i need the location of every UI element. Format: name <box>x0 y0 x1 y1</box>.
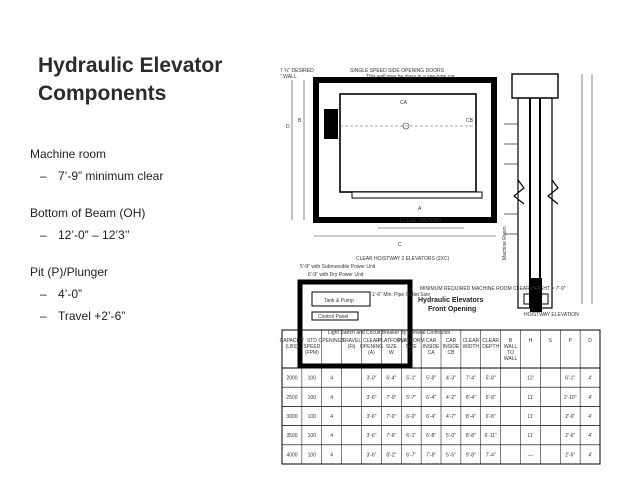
table-header-cell: P <box>568 338 572 344</box>
table-header-cell: CB <box>447 350 455 356</box>
elevator-drawing <box>268 64 603 467</box>
break-mark <box>514 180 524 204</box>
table-cell: 2'-6" <box>565 433 576 440</box>
table-header-cell: H <box>528 338 533 344</box>
car-outline <box>340 94 476 192</box>
table-header-cell: OPENING <box>359 344 383 350</box>
sub-bullet <box>30 308 260 324</box>
dim-ca: CA <box>400 100 407 106</box>
table-cell: 2500 <box>286 394 298 401</box>
table-cell: 6'-0" <box>406 414 417 420</box>
table-cell: 6'-4" <box>426 394 437 401</box>
table-cell: 4 <box>330 433 334 440</box>
drawing-svg <box>268 64 603 467</box>
dash-icon: – <box>40 287 47 301</box>
sub-bullet <box>30 227 260 243</box>
doors-label: SINGLE SPEED SIDE OPENING DOORS <box>350 68 444 74</box>
table-cell: 7'-6" <box>386 433 397 440</box>
bullet-group-beam <box>30 205 260 243</box>
table-cell: 5'-8" <box>485 375 496 382</box>
machine-room-side-label: Machine Room <box>502 226 508 260</box>
table-header-cell: W <box>388 350 394 356</box>
table-header-cell: TO <box>507 350 514 356</box>
table-header-cell: PLATFORM <box>377 338 405 344</box>
table-cell: 4000 <box>286 452 298 459</box>
table-header-cell: D <box>588 338 592 344</box>
table-cell: 7'-4" <box>485 452 496 459</box>
table-cell: 4' <box>588 375 592 382</box>
slide-title <box>38 52 268 108</box>
table-cell: 4'-2" <box>445 394 456 401</box>
table-cell: 4'-7" <box>445 414 456 420</box>
table-cell: 4 <box>330 414 334 420</box>
table-header-cell: PLATFORM <box>397 338 425 344</box>
table-header-cell: B <box>508 338 513 344</box>
table-cell: 6'-4" <box>426 414 437 420</box>
table-cell: 3'-6" <box>366 452 377 459</box>
table-header-cell: (LBS) <box>285 344 299 350</box>
title-line-1: Hydraulic Elevator <box>38 54 223 77</box>
table-header-cell: WIDTH <box>462 344 480 350</box>
table-cell: 3'-6" <box>366 394 377 401</box>
front-opening-title-2: Front Opening <box>428 306 477 313</box>
sub-bullet <box>30 286 260 302</box>
table-header-cell: DEPTH <box>482 344 500 350</box>
table-cell: 4' <box>588 433 592 440</box>
table-cell: 6'-1" <box>565 375 576 382</box>
dash-icon: – <box>40 309 47 323</box>
table-header-cell: CAR <box>425 338 437 344</box>
table-header-cell: CLEAR <box>462 338 480 344</box>
table-header-cell: D <box>409 350 413 356</box>
table-cell: 11' <box>527 433 534 440</box>
table-header-cell: WALL <box>503 344 518 350</box>
control-panel-label: Control Panel <box>318 314 349 320</box>
table-header-cell: SIZE <box>405 344 417 350</box>
table-header-cell: SPEED <box>303 344 321 350</box>
clear-opening-label: CLEAR OPENING <box>400 218 442 224</box>
table-header-cell: CAR <box>445 338 457 344</box>
desired-label: 7 ¾" DESIRED <box>280 68 314 74</box>
table-cell: 11' <box>527 414 534 420</box>
table-cell: 100 <box>307 375 316 382</box>
table-header-cell: INSIDE <box>442 344 460 350</box>
table-cell: 5'-5" <box>445 452 456 459</box>
table-cell: — <box>527 452 533 459</box>
machine-room-label: MINIMUM REQUIRED MACHINE ROOM CLEAR HEIGHT = 7'-9" <box>420 286 566 292</box>
table-cell: 5'-1" <box>406 375 417 382</box>
table-header-cell: CAPACITY <box>279 338 305 344</box>
table-cell: 3'-6" <box>366 414 377 420</box>
light-switch-label: Light Switch and Circuit Breaker By General Contractor <box>328 330 451 336</box>
dim-a: A <box>418 206 422 212</box>
glass-label: This wall may be glass in a see-type car <box>366 74 455 80</box>
table-cell: 3500 <box>286 433 298 440</box>
sub-bullet <box>30 168 260 184</box>
table-cell: 5'-7" <box>406 394 417 401</box>
table-cell: 100 <box>307 452 316 459</box>
section-view <box>502 74 592 318</box>
table-cell: 6'-7" <box>406 452 417 459</box>
outlet-label: 1'-6" Min. Pipe Outlet Size <box>372 292 431 298</box>
overhead-box <box>512 74 558 98</box>
table-cell: 6'-8" <box>485 414 496 420</box>
table-cell: 4 <box>330 375 334 382</box>
table-cell: 12' <box>527 375 534 382</box>
table-text <box>280 338 593 458</box>
plunger <box>530 278 542 312</box>
table-cell: 100 <box>307 394 316 401</box>
bullet-group-machine-room <box>30 146 260 184</box>
break-mark <box>548 180 558 204</box>
table-header-cell: OPENINGS <box>318 338 345 344</box>
table-cell: 8'-8" <box>465 433 476 440</box>
table-header-cell: CA <box>427 350 435 356</box>
dry-power-label: 6'-9" with Dry Power Unit <box>308 272 364 278</box>
front-opening-title-1: Hydraulic Elevators <box>418 297 484 304</box>
table-cell: 7'-4" <box>465 375 476 382</box>
dim-c: C <box>398 242 402 248</box>
title-line-2: Components <box>38 82 167 105</box>
submersible-label: 5'-9" with Submersible Power Unit <box>300 264 376 270</box>
door-sill <box>352 192 482 198</box>
plan-view <box>280 68 496 262</box>
table-cell: 4'-3" <box>445 375 456 382</box>
table-cell: 2'-10" <box>563 394 577 401</box>
hoistway-elevation-label: HOISTWAY ELEVATION <box>524 312 579 318</box>
table-cell: 2'-6" <box>565 414 576 420</box>
sub-bullet-text: 7’-9” minimum clear <box>58 169 164 183</box>
wall-label: " WALL <box>280 74 297 80</box>
table-cell: 9'-8" <box>465 452 476 459</box>
table-header-cell: (A) <box>368 350 375 356</box>
table-cell: 7'-8" <box>426 452 437 459</box>
table-cell: 6'-1" <box>406 433 417 440</box>
table-cell: 8'-4" <box>465 394 476 401</box>
table-header-cell: CLEAR <box>482 338 500 344</box>
table-header-cell: CLEAR <box>363 338 380 344</box>
table-header-cell: SIZE <box>385 344 397 350</box>
table-cell: 100 <box>307 414 316 420</box>
table-cell: 6'-11" <box>484 433 497 440</box>
table-header-cell: S <box>548 338 552 344</box>
bullet-heading: Machine room <box>30 147 107 161</box>
table-cell: 5'-0" <box>445 433 456 440</box>
table-cell: 7'-0" <box>386 394 397 401</box>
table-header-cell: STD <box>306 338 317 344</box>
table-cell: 4' <box>588 394 592 401</box>
table-cell: 100 <box>307 433 316 440</box>
table-header-cell: INSIDE <box>422 344 440 350</box>
table-cell: 8'-4" <box>465 414 476 420</box>
table-cell: 4' <box>588 452 592 459</box>
table-cell: 6'-4" <box>386 375 397 382</box>
table-header-cell: (FPM) <box>304 350 319 356</box>
dim-d: D <box>286 124 290 130</box>
bullet-list <box>30 146 260 345</box>
table-cell: 6'-8" <box>485 394 496 401</box>
sub-bullet-text: 4’-0” <box>58 287 83 301</box>
table-cell: 3'-6" <box>366 433 377 440</box>
table-cell: 3'-0" <box>366 375 377 382</box>
table-cell: 6'-8" <box>426 433 437 440</box>
table-cell: 7'-0" <box>386 414 397 420</box>
rail-left <box>324 109 338 139</box>
dash-icon: – <box>40 228 47 242</box>
table-cell: 4' <box>588 414 592 420</box>
table-cell: 5'-8" <box>426 375 437 382</box>
hoistway-label: CLEAR HOISTWAY 2 ELEVATORS (2XC) <box>356 256 450 262</box>
table-cell: 3000 <box>286 414 298 420</box>
dash-icon: – <box>40 169 47 183</box>
table-cell: 4 <box>330 452 334 459</box>
tank-pump-label: Tank & Pump <box>324 298 354 304</box>
table-cell: 8'-2" <box>386 452 397 459</box>
bullet-heading: Pit (P)/Plunger <box>30 265 109 279</box>
hatch <box>504 124 518 234</box>
table-cell: 11' <box>527 394 534 401</box>
bullet-group-pit <box>30 264 260 324</box>
sub-bullet-text: 12’-0” – 12’3’’ <box>58 228 130 242</box>
dimension-table <box>280 330 600 464</box>
table-cell: 2'-6" <box>565 452 576 459</box>
sub-bullet-text: Travel +2’-6” <box>58 309 126 323</box>
table-header-cell: WALL <box>503 356 518 362</box>
dim-cb: CB <box>466 118 473 124</box>
bullet-heading: Bottom of Beam (OH) <box>30 206 146 220</box>
table-header-cell: (Ft) <box>347 344 356 350</box>
table-header-cell: TRAVEL <box>342 338 362 344</box>
table-cell: 4 <box>330 394 334 401</box>
table-cell: 2000 <box>286 375 298 382</box>
dim-b: B <box>298 118 302 124</box>
